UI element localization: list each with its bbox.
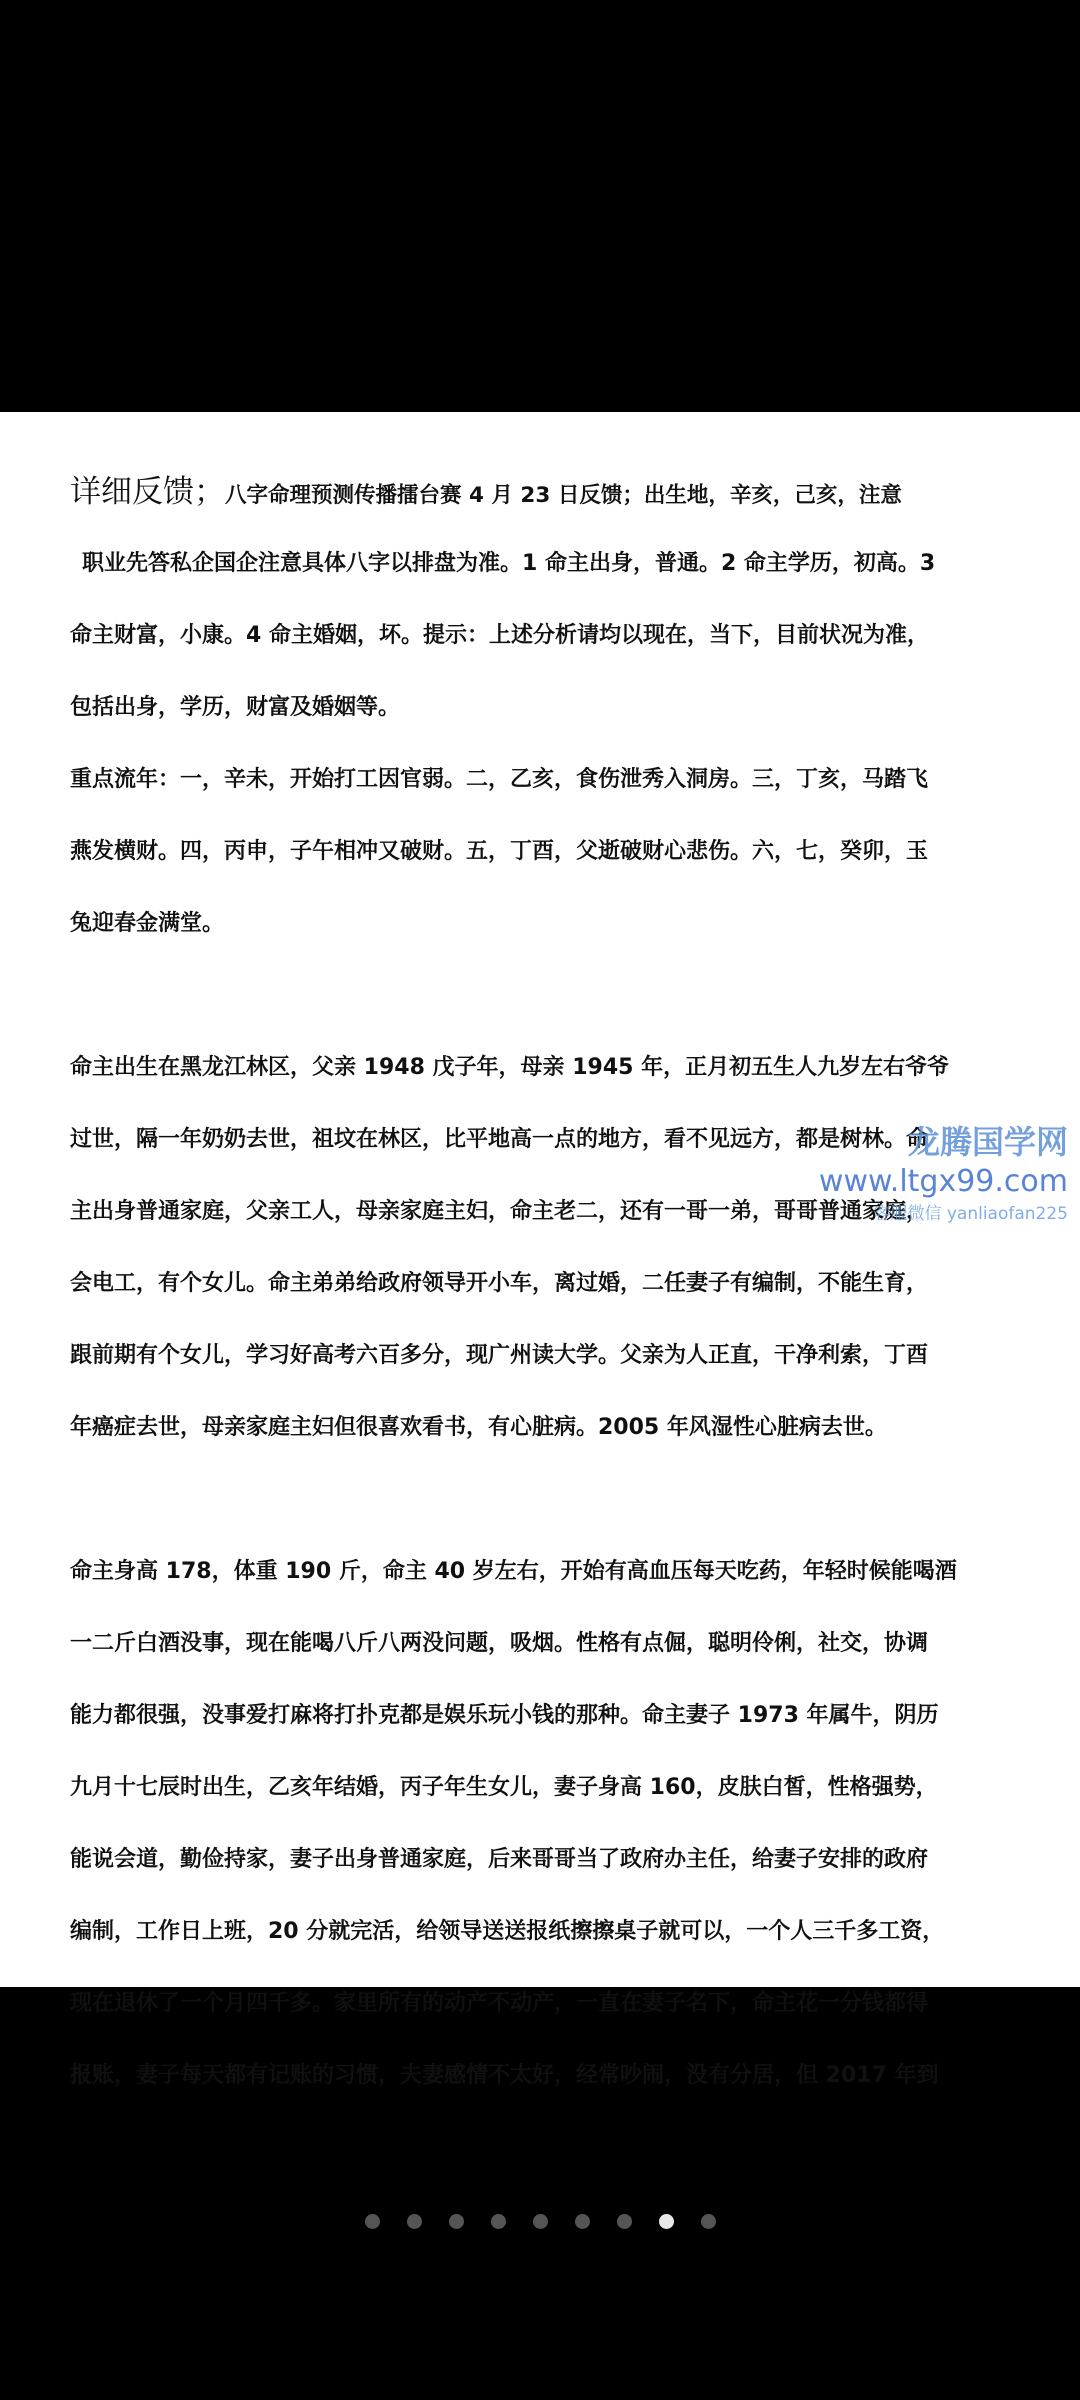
text-line: [70, 1248, 970, 1320]
line-text: 包括出身，学历，财富及婚姻等。: [70, 695, 401, 720]
line-text: 职业先答私企国企注意具体八字以排盘为准。1 命主出身，普通。2 命主学历，初高。3: [82, 551, 936, 576]
text-line: [70, 1176, 970, 1248]
watermark-title: 龙腾国学网: [907, 1123, 1068, 1161]
line-text: 重点流年：一，辛未，开始打工因官弱。二，乙亥，食伤泄秀入洞房。三，丁亥，马踏飞: [70, 767, 929, 792]
line-text: 一二斤白酒没事，现在能喝八斤八两没问题，吸烟。性格有点倔，聪明伶俐，社交，协调: [70, 1631, 929, 1656]
line-text: 主出身普通家庭，父亲工人，母亲家庭主妇，命主老二，还有一哥一弟，哥哥普通家庭，: [70, 1199, 929, 1224]
page-dot[interactable]: [701, 2214, 716, 2229]
line-text: 命主出生在黑龙江林区，父亲 1948 戊子年，母亲 1945 年，正月初五生人九岁左右爷爷: [70, 1055, 950, 1080]
page-dot-active[interactable]: [659, 2214, 674, 2229]
text-line: [70, 672, 970, 744]
line-text: 报账，妻子每天都有记账的习惯，夫妻感情不太好，经常吵闹，没有分居，但 2017 年到: [70, 2063, 939, 2088]
line-text: 八字命理预测传播擂台赛 4 月 23 日反馈；出生地，辛亥，己亥，注意: [225, 483, 902, 508]
line-text: 现在退休了一个月四千多。家里所有的动产不动产，一直在妻子名下，命主花一分钱都得: [70, 1991, 929, 2016]
line-text: 能力都很强，没事爱打麻将打扑克都是娱乐玩小钱的那种。命主妻子 1973 年属牛，阴历: [70, 1703, 939, 1728]
page-dot[interactable]: [617, 2214, 632, 2229]
section-heading: 详细反馈；: [70, 474, 225, 510]
line-text: 过世，隔一年奶奶去世，祖坟在林区，比平地高一点的地方，看不见远方，都是树林。命: [70, 1127, 929, 1152]
text-line: [70, 1824, 970, 1896]
line-text: 九月十七辰时出生，乙亥年结婚，丙子年生女儿，妻子身高 160，皮肤白皙，性格强势，: [70, 1775, 938, 1800]
text-line: [70, 816, 970, 888]
text-line: [70, 456, 970, 528]
text-line: [70, 888, 970, 960]
page-dot[interactable]: [575, 2214, 590, 2229]
text-line: [70, 1392, 970, 1464]
text-line: [70, 1104, 970, 1176]
line-text: 燕发横财。四，丙申，子午相冲又破财。五，丁酉，父逝破财心悲伤。六，七，癸卯，玉: [70, 839, 929, 864]
document-image[interactable]: [0, 412, 1080, 2088]
text-line: [70, 1608, 970, 1680]
page-dot[interactable]: [365, 2214, 380, 2229]
page-dot[interactable]: [407, 2214, 422, 2229]
text-line: [70, 1320, 970, 1392]
line-text: 能说会道，勤俭持家，妻子出身普通家庭，后来哥哥当了政府办主任，给妻子安排的政府: [70, 1847, 929, 1872]
text-line: [70, 1680, 970, 1752]
line-text: 跟前期有个女儿，学习好高考六百多分，现广州读大学。父亲为人正直，干净利索，丁酉: [70, 1343, 929, 1368]
page-dot[interactable]: [449, 2214, 464, 2229]
line-text: 命主财富，小康。4 命主婚姻，坏。提示：上述分析请均以现在，当下，目前状况为准，: [70, 623, 929, 648]
line-text: 会电工，有个女儿。命主弟弟给政府领导开小车，离过婚，二任妻子有编制，不能生育，: [70, 1271, 929, 1296]
line-text: 年癌症去世，母亲家庭主妇但很喜欢看书，有心脏病。2005 年风湿性心脏病去世。: [70, 1415, 887, 1440]
line-text: 编制，工作日上班，20 分就完活，给领导送送报纸擦擦桌子就可以，一个人三千多工资，: [70, 1919, 945, 1944]
line-text: 兔迎春金满堂。: [70, 911, 225, 936]
paragraph-gap: [70, 1464, 970, 1536]
text-line: [70, 1896, 970, 1968]
watermark-contact: 客服微信 yanliaofan225: [873, 1204, 1068, 1224]
page-dot[interactable]: [491, 2214, 506, 2229]
page-indicator: [0, 2209, 1080, 2233]
text-line: [70, 528, 970, 600]
text-line: [70, 600, 970, 672]
paragraph-gap: [70, 960, 970, 1032]
line-text: 命主身高 178，体重 190 斤，命主 40 岁左右，开始有高血压每天吃药，年轻时候能喝酒: [70, 1559, 957, 1584]
text-line: [70, 1752, 970, 1824]
watermark-url: www.ltgx99.com: [818, 1164, 1068, 1199]
document-text: [70, 456, 970, 2112]
text-line: [70, 2040, 970, 2112]
text-line: [70, 1968, 970, 2040]
text-line: [70, 744, 970, 816]
text-line: [70, 1536, 970, 1608]
page-dot[interactable]: [533, 2214, 548, 2229]
text-line: [70, 1032, 970, 1104]
